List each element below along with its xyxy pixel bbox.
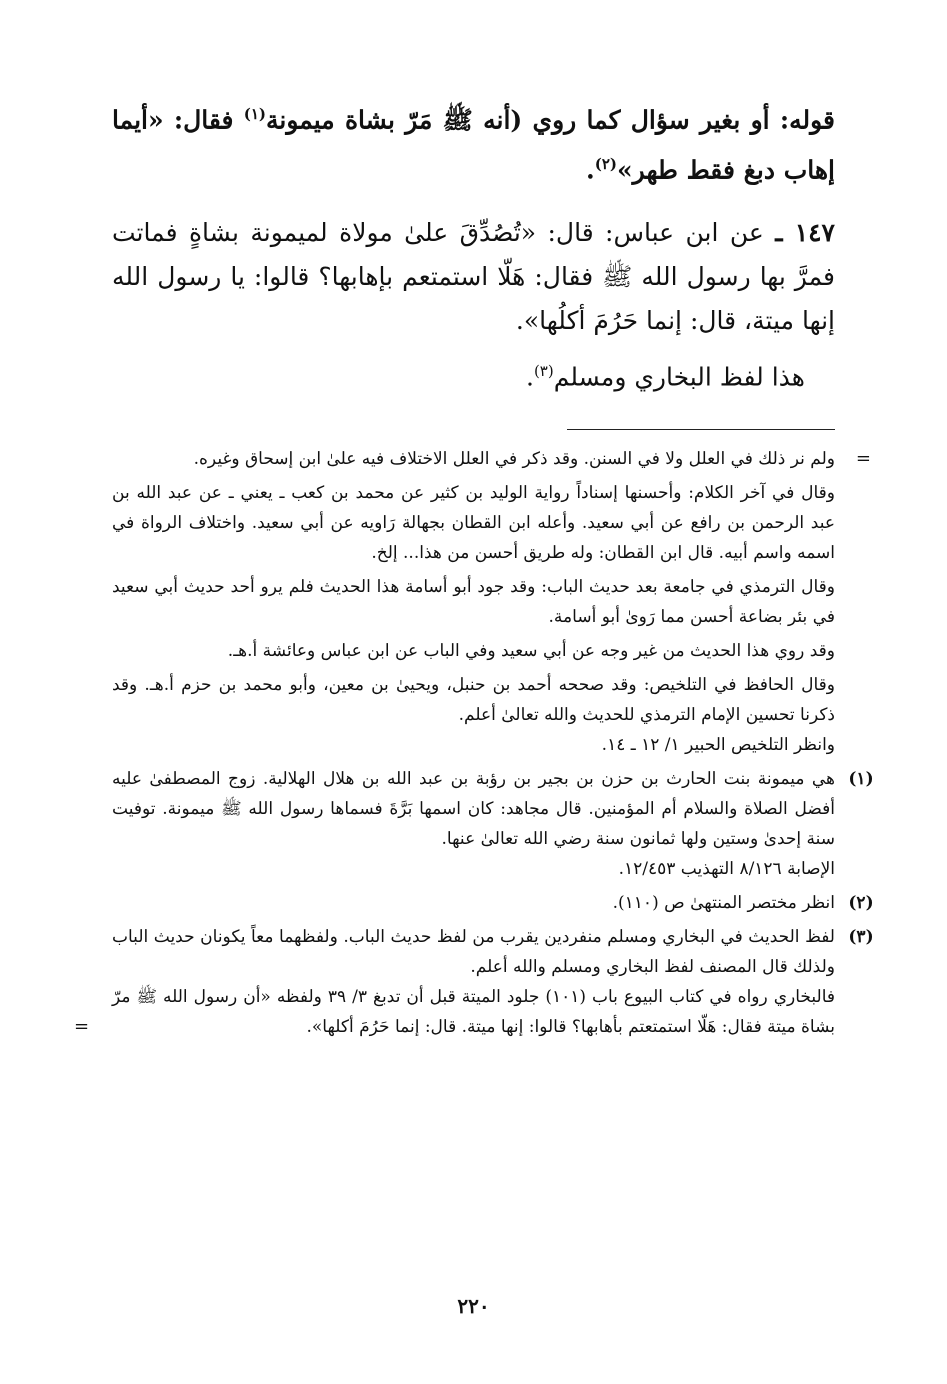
footnote-3-text: لفظ الحديث في البخاري ومسلم منفردين يقرب من لفظ حديث الباب. ولفظهما معاً يكونان حديث الباب ولذلك قال المصنف لفظ البخاري ومسلم والله أعلم.: [112, 926, 835, 977]
footnote-ref-1[interactable]: (١): [243, 105, 267, 123]
intro-end: .: [586, 155, 595, 185]
footnote-divider: [567, 429, 835, 430]
attribution-end: .: [525, 361, 534, 391]
footnote-3-text-2-content: فالبخاري رواه في كتاب البيوع باب (١٠١) جلود الميتة قبل أن تدبغ ٣/ ٣٩ ولفظه «أن رسول الله ﷺ مرّ بشاة ميتة فقال: هَلّا استمتعتم بأهابها؟ قالوا: إنها ميتة. قال: إنما حَرُمَ أكلها».: [112, 986, 835, 1037]
continuation-mark: =: [855, 447, 871, 469]
hadith-text: عن ابن عباس: قال: «تُصُدِّقَ علىٰ مولاة لميمونة بشاةٍ فماتت فمرَّ بها رسول الله ﷺ فقال: هَلّا استمتعم بإهابها؟ قالوا: يا رسول الله إنها ميتة، قال: إنما حَرُمَ أكلُها».: [112, 217, 835, 335]
hadith-paragraph: [112, 211, 835, 343]
intro-tail: فقال: «أيما إهاب دبغ فقط طهر»: [112, 105, 835, 185]
footnote-1-text: هي ميمونة بنت الحارث بن حزن بن بجير بن رؤبة بن عبد الله بن هلال الهلالية. زوج المصطفىٰ عليه أفضل الصلاة والسلام أم المؤمنين. قال مجاهد: كان اسمها بَرَّةَ فسماها رسول الله ﷺ ميمونة. توفيت سنة إحدىٰ وستين ولها ثمانون سنة رضي الله تعالىٰ عنها.: [112, 768, 835, 849]
page-number: ٢٢٠: [457, 1294, 490, 1318]
cont-para-4: وقد روي هذا الحديث من غير وجه عن أبي سعيد وفي الباب عن ابن عباس وعائشة أ.هـ.: [227, 640, 835, 661]
footnote-3-marker: (٣): [848, 926, 874, 947]
spacer: [112, 199, 835, 211]
footnote-2: [112, 888, 874, 918]
footnote-2-text: انظر مختصر المنتهىٰ ص (١١٠).: [612, 892, 835, 913]
footnotes-section: [74, 444, 874, 1042]
attribution-paragraph: [112, 349, 805, 399]
footnote-2-marker: (٢): [848, 892, 874, 913]
attribution-text: هذا لفظ البخاري ومسلم: [553, 361, 805, 391]
end-continuation-mark: =: [74, 1015, 90, 1037]
page-content: [74, 92, 874, 1046]
cont-para-3: وقال الترمذي في جامعة بعد حديث الباب: وقد جود أبو أسامة هذا الحديث فلم يرو أحد حديث أبي سعيد في بئر بضاعة أحسن مما رَوىٰ أبو أسامة.: [112, 576, 835, 627]
continuation-note: [112, 444, 871, 474]
footnote-1: [112, 764, 874, 884]
footnote-3-text-2: [74, 982, 835, 1042]
intro-text: قوله: أو بغير سؤال كما روي (أنه ﷺ مَرّ بشاة ميمونة: [266, 105, 835, 135]
footnote-ref-2[interactable]: (٢): [594, 155, 618, 174]
footnote-1-marker: (١): [848, 768, 874, 789]
footnote-ref-3[interactable]: (٣): [533, 361, 554, 380]
cont-para-5: وقال الحافظ في التلخيص: وقد صححه أحمد بن حنبل، ويحيىٰ بن معين، وأبو محمد بن حزم أ.هـ. وقد ذكرنا تحسين الإمام الترمذي للحديث والله تعالىٰ أعلم.: [112, 674, 835, 725]
cont-para-2: وقال في آخر الكلام: وأحسنها إسناداً رواية الوليد بن كثير عن محمد بن كعب ـ يعني ـ عن عبد الله بن عبد الرحمن بن رافع عن أبي سعيد. وأعله ابن القطان بجهالة رَاويه عن أبي سعيد. واختلاف الرواة في اسمه واسم أبيه. قال ابن القطان: وله طريق أحسن من هذا... إلخ.: [112, 482, 835, 563]
cont-para-1: ولم نر ذلك في العلل ولا في السنن. وقد ذكر في العلل الاختلاف فيه علىٰ ابن إسحاق وغيره.: [193, 448, 835, 469]
hadith-number: ١٤٧ ـ: [775, 217, 835, 247]
cont-para-6: وانظر التلخيص الحبير ١/ ١٢ ـ ١٤.: [601, 734, 835, 755]
footnote-1-source: الإصابة ٨/١٢٦ التهذيب ١٢/٤٥٣.: [618, 858, 835, 879]
intro-paragraph: [112, 92, 835, 193]
footnote-3: [74, 922, 874, 1042]
